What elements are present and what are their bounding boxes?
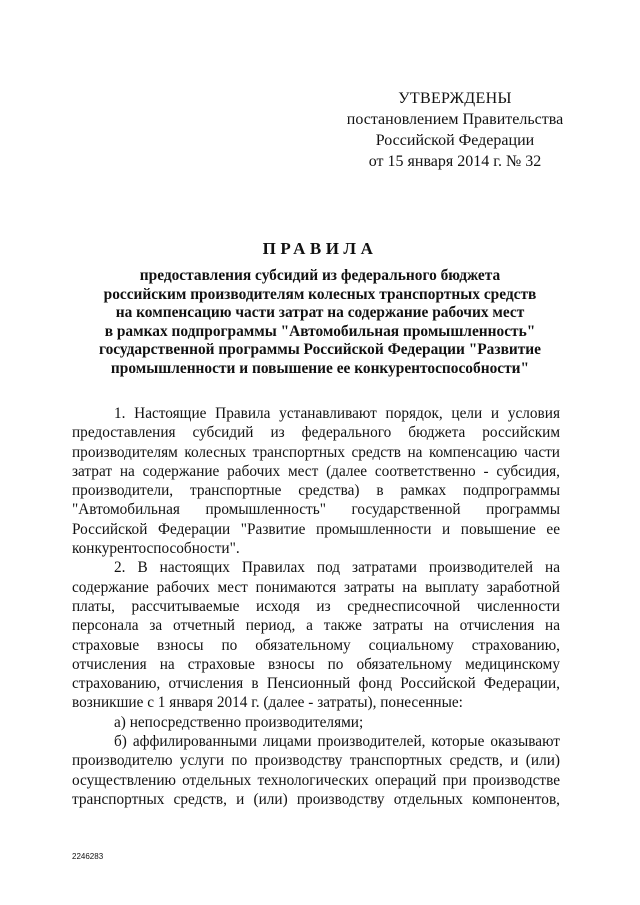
paragraph-1-line: производители, транспортные средства) в рамках подпрограммы xyxy=(72,482,560,500)
paragraph-2-line: 2. В настоящих Правилах под затратами производителей на xyxy=(114,559,560,577)
paragraph-1-line: предоставления субсидий из федерального бюджета российским xyxy=(72,424,560,442)
approval-heading: УТВЕРЖДЕНЫ xyxy=(398,90,512,107)
document-subtitle xyxy=(40,267,600,379)
subitem-b-line: производителю услуги по производству транспортных средств, и (или) xyxy=(72,752,560,770)
paragraph-2-line: отчисления на страховые взносы по обязательному медицинскому xyxy=(72,655,560,673)
paragraph-2-line: платы, рассчитываемые исходя из среднесписочной численности xyxy=(72,597,560,615)
subitem-b-line: осуществлению отдельных технологических операций при производстве xyxy=(72,771,560,789)
subtitle-line: промышленности и повышение ее конкурентоспособности" xyxy=(110,359,530,377)
document-body xyxy=(72,404,560,809)
paragraph-1-line: "Автомобильная промышленность" государственной программы xyxy=(72,501,560,519)
subtitle-line: на компенсацию части затрат на содержание рабочих мест xyxy=(115,304,525,322)
paragraph-2-line: персонала за отчетный период, а также затраты на отчисления на xyxy=(72,617,560,635)
paragraph-1-line: Российской Федерации "Развитие промышленности и повышение ее xyxy=(72,520,560,538)
approval-line: постановлением Правительства xyxy=(346,111,564,128)
paragraph-2-line: страхованию, отчисления в Пенсионный фонд Российской Федерации, xyxy=(72,675,560,693)
subitem-a: а) непосредственно производителями; xyxy=(114,713,364,731)
paragraph-1-line: затрат на содержание рабочих мест (далее соответственно - субсидия, xyxy=(72,462,560,480)
paragraph-1-line: производителям колесных транспортных средств на компенсацию части xyxy=(72,443,560,461)
paragraph-2-line: содержание рабочих мест понимаются затраты на выплату заработной xyxy=(72,578,560,596)
paragraph-2-line: возникшие с 1 января 2014 г. (далее - затраты), понесенные: xyxy=(72,694,463,712)
subitem-b-line: транспортных средств, и (или) производству отдельных компонентов, xyxy=(72,790,560,808)
footer-code: 2246283 xyxy=(72,852,104,861)
paragraph-1-line: конкурентоспособности". xyxy=(72,540,240,558)
paragraph-2-line: страховые взносы по обязательному социальному страхованию, xyxy=(72,636,560,654)
document-title: ПРАВИЛА xyxy=(262,239,378,258)
subtitle-line: государственной программы Российской Федерации "Развитие xyxy=(98,341,542,359)
subtitle-line: в рамках подпрограммы "Автомобильная промышленность" xyxy=(104,322,536,340)
subtitle-line: российским производителям колесных транспортных средств xyxy=(103,285,537,303)
approval-line: Российской Федерации xyxy=(375,132,535,149)
subitem-b-line: б) аффилированными лицами производителей, которые оказывают xyxy=(114,733,560,751)
paragraph-1-line: 1. Настоящие Правила устанавливают порядок, цели и условия xyxy=(114,405,560,422)
approval-block xyxy=(330,88,580,172)
subtitle-line: предоставления субсидий из федерального бюджета xyxy=(139,267,501,284)
approval-date-number: от 15 января 2014 г. № 32 xyxy=(368,153,542,170)
